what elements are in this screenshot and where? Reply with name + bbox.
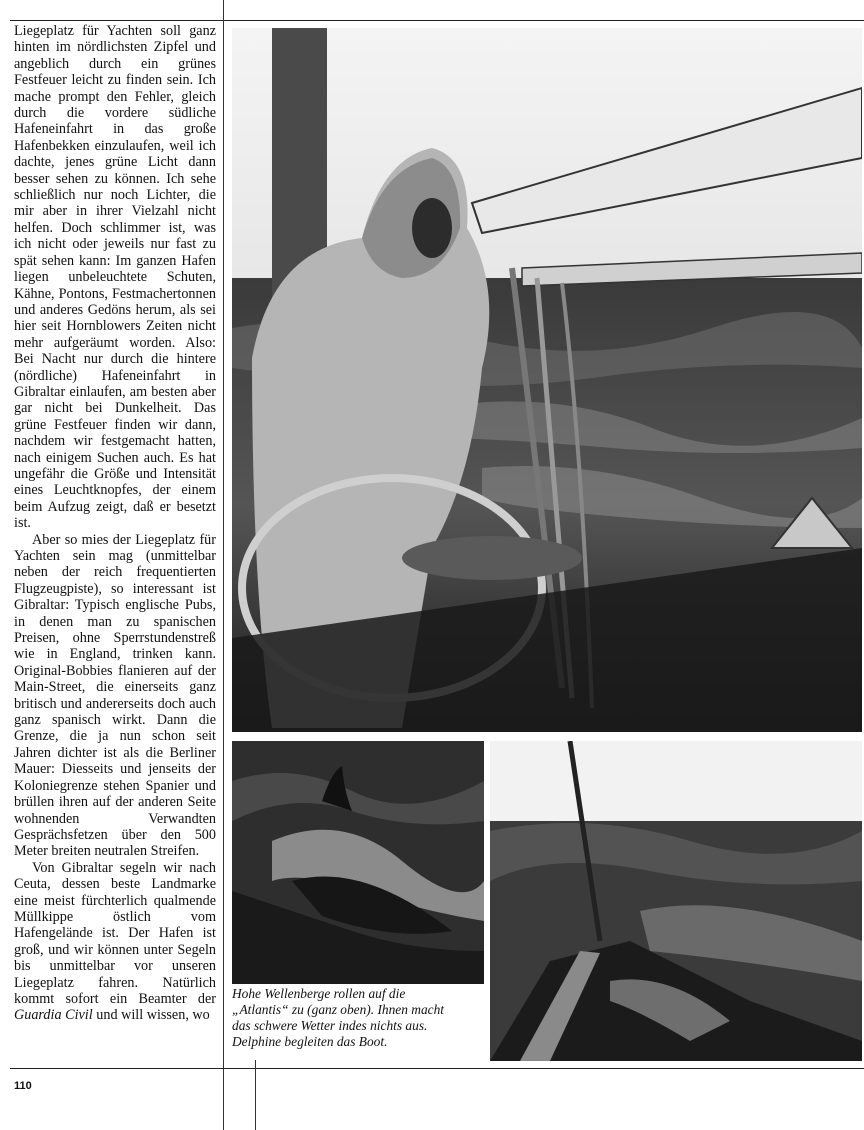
column-rule-lower bbox=[255, 1060, 256, 1130]
page-number: 110 bbox=[14, 1080, 32, 1092]
paragraph-3-end: und will wissen, wo bbox=[92, 1007, 210, 1024]
frame-bottom-rule bbox=[10, 1068, 864, 1069]
frame-top-rule bbox=[10, 20, 864, 21]
photo-boat-bow bbox=[490, 741, 862, 1061]
photo-caption: Hohe Wellenberge rollen auf die „Atlantis“ zu (ganz oben). Ihnen macht das schwere Wetter indes nichts aus. Delphine begleiten das Boot. bbox=[232, 986, 445, 1049]
article-paragraph-3 bbox=[14, 860, 216, 1024]
guardia-civil-italic: Guardia Civil bbox=[14, 1007, 93, 1024]
paragraph-3-text: Von Gibraltar segeln wir nach Ceuta, dessen beste Landmarke eine meist fürchterlich qualmende Müllkippe östlich vom Hafengelände ist. Der Hafen ist groß, und wir können unter Segeln bis unmittelbar vor unseren Liegeplatz fahren. Natürlich kommt sofort ein Beamter der bbox=[14, 859, 216, 1007]
article-paragraph-2: Aber so mies der Liegeplatz für Yachten sein mag (unmittelbar neben der reich frequentierten Flugzeugpiste), so interessant ist Gibraltar: Typisch englische Pubs, in denen man zu spanischen Preisen, ohne Sperrstundenstreß wie in England, trinken kann. Original-Bobbies flanieren auf der Main-Street, die einerseits ganz britisch und andererseits doch auch ganz spanisch wirkt. Dann die Grenze, die ja nun schon seit Jahren dichter ist als die Berliner Mauer: Diesseits und jenseits der Koloniegrenze stehen Spanier und brüllen ihren auf der anderen Seite wohnenden Verwandten Gesprächsfetzen über den 500 Meter breiten neutralen Streifen. bbox=[14, 531, 216, 860]
photo-dolphin-waves bbox=[232, 741, 484, 984]
article-paragraph-1: Liegeplatz für Yachten soll ganz hinten im nördlichsten Zipfel und angeblich durch ein grünes Festfeuer leicht zu finden sein. Ich mache prompt den Fehler, gleich durch die vordere südliche Hafeneinfahrt in das große Hafenbekken einzulaufen, weil ich dachte, jenes grüne Licht dann besser sehen zu können. Ich sehe schließlich nur noch Lichter, die mir aber in ihrer Vielzahl nicht helfen. Doch schlimmer ist, was ich nicht oder jeweils nur fast zu spät sehen kann: Im ganzen Hafen liegen unbeleuchtete Schuten, Kähne, Pontons, Festmachertonnen und anderes Gedöns herum, als sei hier seit Hornblowers Zeiten nicht mehr aufgeräumt worden. Also: Bei Nacht nur durch die hintere (nördliche) Hafeneinfahrt in Gibraltar einlaufen, am besten aber gar nicht bei Dunkelheit. Das grüne Festfeuer finden wir dann, nachdem wir festgemacht hatten, nach einigem Suchen auch. Es hat ungefähr die Größe und Intensität eines Leuchtknopfes, der einem beim Aufzug zeigt, daß er besetzt ist. bbox=[14, 23, 216, 532]
article-text-column bbox=[14, 23, 216, 1024]
photo-sailor-at-helm bbox=[232, 28, 862, 732]
column-rule bbox=[223, 0, 224, 1130]
